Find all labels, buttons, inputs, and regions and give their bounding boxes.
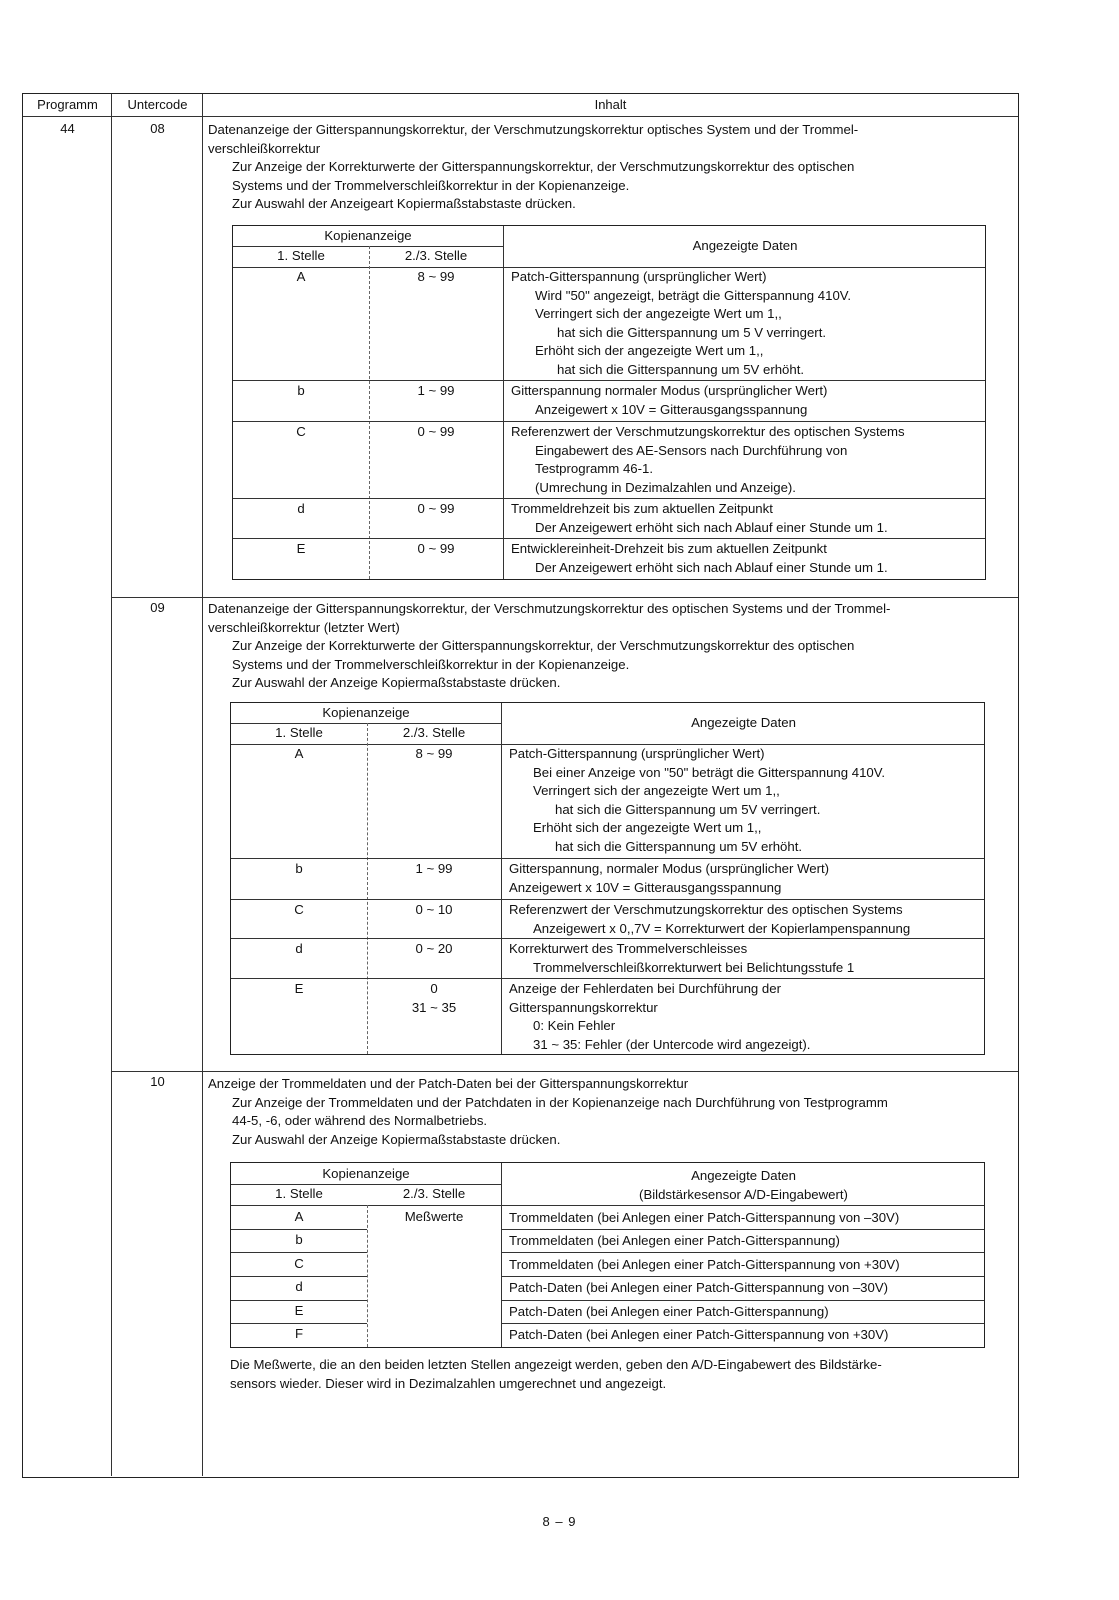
page-number: 8 – 9 bbox=[542, 1514, 577, 1529]
section-10-footer-1: Die Meßwerte, die an den beiden letzten Stellen angezeigt werden, geben den A/D-Eingabewert des Bildstärke- bbox=[230, 1357, 882, 1372]
line: hat sich die Gitterspannung um 5V verringert. bbox=[555, 801, 821, 817]
table-10-group-header: Kopienanzeige bbox=[322, 1166, 410, 1181]
table-08-col3-header: Angezeigte Daten bbox=[692, 238, 798, 253]
table-08-row-b-text bbox=[511, 382, 827, 419]
table-10-row-d-text: Patch-Daten (bei Anlegen einer Patch-Gitterspannung von –30V) bbox=[509, 1280, 889, 1295]
table-10-line-c3-4 bbox=[501, 1300, 984, 1301]
line: (Umrechung in Dezimalzahlen und Anzeige). bbox=[535, 479, 796, 495]
table-09-group-header: Kopienanzeige bbox=[322, 705, 410, 720]
section-10-footer bbox=[230, 1356, 882, 1393]
table-08-row-d-c2: 0 ~ 99 bbox=[417, 501, 455, 516]
table-09-row-C-c2: 0 ~ 10 bbox=[415, 902, 453, 917]
section-08-desc-3: Zur Auswahl der Anzeigeart Kopiermaßstabstaste drücken. bbox=[232, 196, 576, 211]
table-10-row-E-c1: E bbox=[294, 1303, 304, 1318]
untercode-09: 09 bbox=[150, 600, 165, 615]
table-08-row-line-1 bbox=[233, 380, 985, 381]
table-09-row-E-c2 bbox=[367, 980, 501, 1017]
section-08-intro-1: Datenanzeige der Gitterspannungskorrektur, der Verschmutzungskorrektur optisches System und der Trommel- bbox=[208, 122, 859, 137]
table-10-row-A-text: Trommeldaten (bei Anlegen einer Patch-Gitterspannung von –30V) bbox=[509, 1210, 900, 1225]
untercode-08: 08 bbox=[150, 121, 165, 136]
line: Gitterspannung normaler Modus (ursprünglicher Wert) bbox=[511, 383, 828, 398]
header-programm: Programm bbox=[37, 97, 98, 112]
line: Wird "50" angezeigt, beträgt die Gitterspannung 410V. bbox=[535, 287, 852, 303]
line: Verringert sich der angezeigte Wert um 1,, bbox=[535, 306, 782, 321]
table-10-row-A-c1: A bbox=[294, 1209, 304, 1224]
table-08 bbox=[232, 225, 986, 580]
section-10-desc-1: Zur Anzeige der Trommeldaten und der Patchdaten in der Kopienanzeige nach Durchführung von Testprogramm bbox=[232, 1094, 888, 1110]
line: Eingabewert des AE-Sensors nach Durchführung von bbox=[535, 442, 848, 458]
table-10-line-c3-3 bbox=[501, 1276, 984, 1277]
line: 31 ~ 35 bbox=[411, 999, 457, 1015]
section-divider-09 bbox=[111, 597, 1018, 598]
table-09-col3-header: Angezeigte Daten bbox=[691, 715, 796, 730]
table-08-col2-header: 2./3. Stelle bbox=[404, 248, 468, 263]
line: Testprogramm 46-1. bbox=[535, 461, 653, 476]
line: Korrekturwert des Trommelverschleisses bbox=[509, 941, 748, 956]
header-inhalt: Inhalt bbox=[594, 97, 627, 112]
line: Verringert sich der angezeigte Wert um 1,, bbox=[533, 783, 780, 798]
line: hat sich die Gitterspannung um 5 V verringert. bbox=[557, 324, 827, 340]
table-09-row-C-text bbox=[509, 901, 910, 938]
table-09-row-E-text bbox=[509, 980, 810, 1054]
line: Patch-Gitterspannung (ursprünglicher Wert) bbox=[509, 746, 765, 761]
table-09-row-line-4 bbox=[231, 978, 984, 979]
table-10-row-d-c1: d bbox=[295, 1279, 303, 1294]
line: Der Anzeigewert erhöht sich nach Ablauf einer Stunde um 1. bbox=[535, 559, 888, 575]
line: Trommelverschleißkorrekturwert bei Belichtungsstufe 1 bbox=[533, 959, 855, 975]
line: Der Anzeigewert erhöht sich nach Ablauf einer Stunde um 1. bbox=[535, 519, 888, 535]
table-10-row-E-text: Patch-Daten (bei Anlegen einer Patch-Gitterspannung) bbox=[509, 1304, 829, 1319]
table-09-row-A-text bbox=[509, 745, 885, 856]
line: Anzeigewert x 0,,7V = Korrekturwert der Kopierlampenspannung bbox=[533, 920, 911, 936]
line: 31 ~ 35: Fehler (der Untercode wird angezeigt). bbox=[533, 1036, 811, 1052]
table-09-row-d-text bbox=[509, 940, 854, 977]
table-09-row-b-c2: 1 ~ 99 bbox=[415, 861, 453, 876]
line: Bei einer Anzeige von "50" beträgt die Gitterspannung 410V. bbox=[533, 764, 885, 780]
table-08-row-C-c1: C bbox=[296, 424, 306, 439]
line: Referenzwert der Verschmutzungskorrektur des optischen Systems bbox=[509, 902, 903, 917]
table-09-row-line-1 bbox=[231, 858, 984, 859]
section-09-intro-1: Datenanzeige der Gitterspannungskorrektur, der Verschmutzungskorrektur des optischen Systems und der Trommel- bbox=[208, 601, 891, 616]
table-08-row-E-text bbox=[511, 540, 888, 577]
table-09-row-A-c2: 8 ~ 99 bbox=[415, 746, 453, 761]
line: Erhöht sich der angezeigte Wert um 1,, bbox=[533, 820, 762, 835]
table-10-line-c1-5 bbox=[231, 1323, 367, 1324]
table-09 bbox=[230, 702, 985, 1055]
table-08-row-A-c2: 8 ~ 99 bbox=[417, 269, 455, 284]
untercode-10: 10 bbox=[150, 1074, 165, 1089]
table-09-row-E-c1: E bbox=[294, 981, 304, 996]
section-09-desc-3: Zur Auswahl der Anzeige Kopiermaßstabstaste drücken. bbox=[232, 675, 561, 690]
table-08-row-A-c1: A bbox=[296, 269, 306, 284]
section-09-intro-2: verschleißkorrektur (letzter Wert) bbox=[208, 619, 400, 635]
line: 0 bbox=[430, 981, 438, 996]
section-10-desc-2: 44-5, -6, oder während des Normalbetriebs. bbox=[232, 1113, 488, 1128]
table-10-line-c1-3 bbox=[231, 1276, 367, 1277]
section-09-text bbox=[208, 600, 890, 693]
section-09-desc-2: Systems und der Trommelverschleißkorrektur in der Kopienanzeige. bbox=[232, 656, 630, 672]
line: Entwicklereinheit-Drehzeit bis zum aktuellen Zeitpunkt bbox=[511, 541, 827, 556]
line: Gitterspannungskorrektur bbox=[509, 999, 658, 1015]
table-08-row-E-c2: 0 ~ 99 bbox=[417, 541, 455, 556]
table-10-row-F-text: Patch-Daten (bei Anlegen einer Patch-Gitterspannung von +30V) bbox=[509, 1327, 889, 1342]
section-10-footer-2: sensors wieder. Dieser wird in Dezimalzahlen umgerechnet und angezeigt. bbox=[230, 1375, 667, 1391]
line: Angezeigte Daten bbox=[691, 1168, 796, 1183]
table-09-row-b-text bbox=[509, 860, 829, 897]
line: (Bildstärkesensor A/D-Eingabewert) bbox=[639, 1186, 848, 1202]
table-10-row-C-text: Trommeldaten (bei Anlegen einer Patch-Gitterspannung von +30V) bbox=[509, 1257, 900, 1272]
table-10-col1-header: 1. Stelle bbox=[275, 1186, 323, 1201]
table-09-row-d-c2: 0 ~ 20 bbox=[415, 941, 453, 956]
table-09-row-line-2 bbox=[231, 899, 984, 900]
table-10-line-c3-5 bbox=[501, 1323, 984, 1324]
table-10-row-b-text: Trommeldaten (bei Anlegen einer Patch-Gitterspannung) bbox=[509, 1233, 840, 1248]
table-09-vline-main bbox=[501, 703, 502, 1054]
table-10-row-C-c1: C bbox=[294, 1256, 304, 1271]
table-08-row-d-text bbox=[511, 500, 888, 537]
table-09-row-A-c1: A bbox=[294, 746, 304, 761]
line: Patch-Gitterspannung (ursprünglicher Wert) bbox=[511, 269, 767, 284]
table-10-col3-header bbox=[501, 1167, 986, 1204]
section-08-desc-2: Systems und der Trommelverschleißkorrektur in der Kopienanzeige. bbox=[232, 177, 630, 193]
section-08-text bbox=[208, 121, 858, 214]
line: Gitterspannung, normaler Modus (ursprünglicher Wert) bbox=[509, 861, 830, 876]
table-10 bbox=[230, 1162, 985, 1348]
table-10-line-c3-1 bbox=[501, 1229, 984, 1230]
table-09-row-b-c1: b bbox=[295, 861, 303, 876]
table-08-group-header: Kopienanzeige bbox=[324, 228, 412, 243]
section-09-desc-1: Zur Anzeige der Korrekturwerte der Gitterspannungskorrektur, der Verschmutzungskorrektur des optischen bbox=[232, 638, 855, 653]
line: Anzeigewert x 10V = Gitterausgangsspannung bbox=[535, 401, 808, 417]
column-divider-1 bbox=[111, 94, 112, 1476]
line: hat sich die Gitterspannung um 5V erhöht. bbox=[555, 838, 803, 854]
table-09-col2-header: 2./3. Stelle bbox=[402, 725, 466, 740]
table-10-line-c1-2 bbox=[231, 1252, 367, 1253]
section-10-text bbox=[208, 1075, 888, 1149]
table-10-vline-main bbox=[501, 1163, 502, 1347]
line: Erhöht sich der angezeigte Wert um 1,, bbox=[535, 343, 764, 358]
table-08-row-line-3 bbox=[233, 498, 985, 499]
table-09-row-C-c1: C bbox=[294, 902, 304, 917]
header-untercode: Untercode bbox=[127, 97, 188, 112]
table-10-header-line bbox=[231, 1205, 984, 1206]
section-divider-10 bbox=[111, 1071, 1018, 1072]
table-08-row-d-c1: d bbox=[297, 501, 305, 516]
table-08-row-b-c1: b bbox=[297, 383, 305, 398]
table-08-row-C-c2: 0 ~ 99 bbox=[417, 424, 455, 439]
line: hat sich die Gitterspannung um 5V erhöht. bbox=[557, 361, 805, 377]
table-08-row-b-c2: 1 ~ 99 bbox=[417, 383, 455, 398]
table-10-row-F-c1: F bbox=[294, 1326, 304, 1341]
column-divider-2 bbox=[202, 94, 203, 1476]
line: 0: Kein Fehler bbox=[533, 1018, 616, 1033]
program-number: 44 bbox=[60, 121, 75, 136]
table-10-line-c1-1 bbox=[231, 1229, 367, 1230]
table-10-merged-c2: Meßwerte bbox=[404, 1209, 464, 1224]
table-10-row-b-c1: b bbox=[295, 1232, 303, 1247]
line: Trommeldrehzeit bis zum aktuellen Zeitpunkt bbox=[511, 501, 773, 516]
line: Referenzwert der Verschmutzungskorrektur des optischen Systems bbox=[511, 424, 905, 439]
table-08-row-C-text bbox=[511, 423, 905, 497]
section-08-desc-1: Zur Anzeige der Korrekturwerte der Gitterspannungskorrektur, der Verschmutzungskorrektur des optischen bbox=[232, 159, 855, 174]
table-08-col1-header: 1. Stelle bbox=[277, 248, 325, 263]
table-08-vline-main bbox=[503, 226, 504, 579]
table-09-row-d-c1: d bbox=[295, 941, 303, 956]
header-divider bbox=[23, 116, 1018, 117]
section-08-intro-2: verschleißkorrektur bbox=[208, 140, 321, 156]
table-08-row-A-text bbox=[511, 268, 851, 379]
table-10-line-c1-4 bbox=[231, 1300, 367, 1301]
table-09-col1-header: 1. Stelle bbox=[275, 725, 323, 740]
table-08-row-line-2 bbox=[233, 421, 985, 422]
table-09-row-line-3 bbox=[231, 938, 984, 939]
table-08-vline-dashed bbox=[369, 246, 370, 579]
section-10-intro-1: Anzeige der Trommeldaten und der Patch-Daten bei der Gitterspannungskorrektur bbox=[208, 1076, 689, 1091]
table-10-line-c3-2 bbox=[501, 1252, 984, 1253]
line: Anzeigewert x 10V = Gitterausgangsspannung bbox=[509, 879, 782, 895]
table-08-row-E-c1: E bbox=[296, 541, 306, 556]
line: Anzeige der Fehlerdaten bei Durchführung der bbox=[509, 981, 781, 996]
section-10-desc-3: Zur Auswahl der Anzeige Kopiermaßstabstaste drücken. bbox=[232, 1131, 561, 1147]
table-08-row-line-4 bbox=[233, 538, 985, 539]
table-10-col2-header: 2./3. Stelle bbox=[402, 1186, 466, 1201]
